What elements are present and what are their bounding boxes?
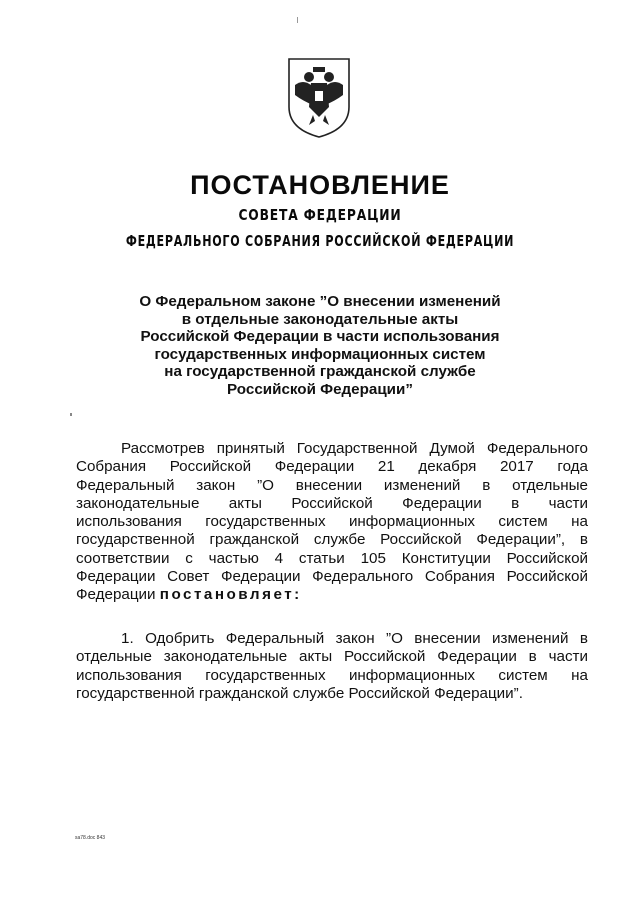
paragraph-line: Рассмотрев принятый Государственной Думой Федерального — [121, 440, 588, 457]
paragraph-line: Собрания Российской Федерации 21 декабря 2017 года — [76, 458, 588, 476]
scan-mark — [297, 17, 298, 23]
paragraph-line: соответствии с частью 4 статьи 105 Конституции Российской — [76, 549, 588, 567]
subject-line: Российской Федерации в части использования — [140, 328, 500, 346]
paragraph-line: 1. Одобрить Федеральный закон ”О внесении изменений в — [121, 630, 588, 647]
paragraph-line: Федеральный закон ”О внесении изменений в отдельные — [76, 476, 588, 494]
paragraph-line: государственной гражданской службе Российской Федерации”, в — [76, 531, 588, 549]
subject-line: в отдельные законодательные акты — [181, 310, 459, 328]
paragraph-line: Федерации Совет Федерации Федерального Собрания Российской — [76, 568, 588, 586]
scan-mark — [70, 413, 72, 416]
paragraph-line — [76, 586, 588, 604]
paragraph-line: государственной гражданской службе Российской Федерации”. — [76, 684, 523, 702]
paragraph-line: использования государственных информационных систем на — [76, 666, 588, 684]
subject-line: О Федеральном законе ”О внесении изменений — [139, 293, 501, 310]
paragraph-line-start: Федерации — [76, 586, 156, 604]
issuer-line-1: СОВЕТА ФЕДЕРАЦИИ — [238, 206, 402, 224]
coat-of-arms-icon — [283, 55, 355, 139]
resolves-verb: постановляет: — [159, 586, 302, 604]
document-title: ПОСТАНОВЛЕНИЕ — [190, 170, 450, 200]
paragraph-line: законодательные акты Российской Федерации в части — [76, 494, 588, 512]
resolution-paragraph-2 — [76, 630, 588, 703]
resolution-paragraph-1 — [76, 440, 588, 605]
subject-heading — [120, 293, 520, 399]
paragraph-line: использования государственных информационных систем на — [76, 513, 588, 531]
subject-line: Российской Федерации” — [227, 380, 413, 398]
paragraph-line: отдельные законодательные акты Российской Федерации в части — [76, 648, 588, 666]
subject-line: на государственной гражданской службе — [164, 363, 476, 381]
subject-line: государственных информационных систем — [154, 345, 486, 363]
issuer-line-2: ФЕДЕРАЛЬНОГО СОБРАНИЯ РОССИЙСКОЙ ФЕДЕРАЦИИ — [125, 232, 515, 250]
file-reference: sa78.doc 843 — [75, 835, 106, 841]
